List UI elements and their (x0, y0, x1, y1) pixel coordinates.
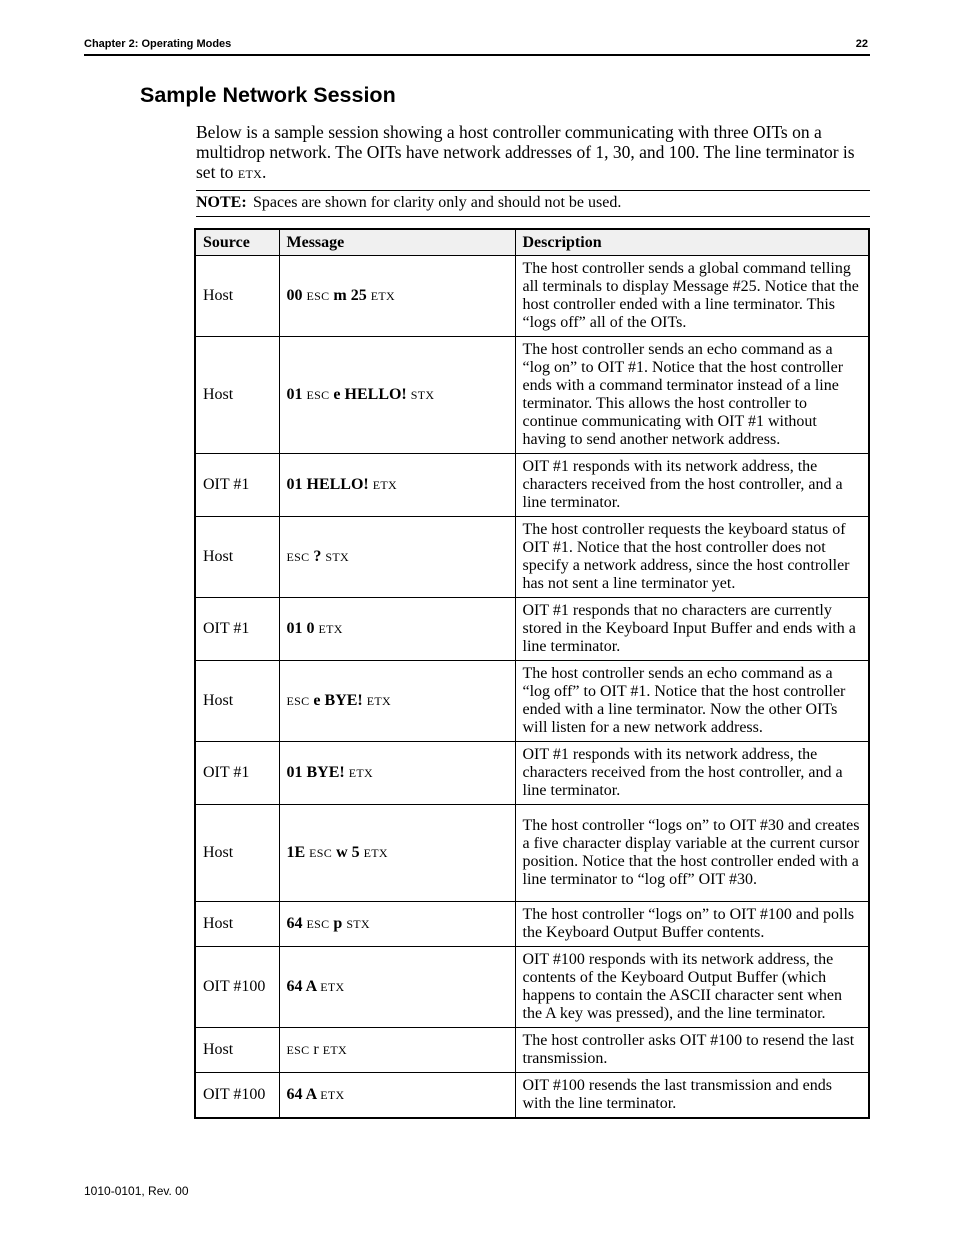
message-text: 64 A (286, 978, 321, 995)
source-cell: OIT #100 (195, 1073, 279, 1119)
message-cell (279, 517, 515, 598)
message-text: m 25 (329, 287, 371, 304)
page-header (84, 37, 870, 56)
control-code: ETX (370, 289, 395, 303)
control-code: ESC (306, 917, 330, 931)
message-cell (279, 805, 515, 902)
document-number: 1010-0101, Rev. 00 (84, 1184, 189, 1198)
control-code: ETX (320, 1088, 345, 1102)
table-row (195, 517, 869, 598)
control-code: ESC (286, 694, 310, 708)
section-title: Sample Network Session (140, 83, 396, 107)
control-code: ETX (363, 846, 388, 860)
table-row (195, 661, 869, 742)
message-cell (279, 902, 515, 947)
description-cell: The host controller requests the keyboard status of OIT #1. Notice that the host controller does not specify a network address, since the host controller has not sent a line terminator yet. (515, 517, 869, 598)
table-header-row (195, 229, 869, 256)
intro-paragraph (196, 122, 872, 184)
chapter-title: Chapter 2: Operating Modes (84, 38, 232, 50)
description-cell: OIT #1 responds with its network address, the characters received from the host controller, and a line terminator. (515, 742, 869, 805)
control-code: ETX (348, 766, 373, 780)
control-code: ETX (372, 478, 397, 492)
message-text: p (329, 915, 347, 932)
control-code: ETX (366, 694, 391, 708)
control-code: ETX (320, 980, 345, 994)
column-header-message: Message (279, 229, 515, 256)
intro-text: Below is a sample session showing a host controller communicating with three OITs on a multidrop network. The OITs have network addresses of 1, 30, and 100. The line terminator is set to (196, 122, 855, 182)
message-cell (279, 947, 515, 1028)
control-code: ESC (306, 388, 330, 402)
description-cell: The host controller “logs on” to OIT #30 and creates a five character display variable at the current cursor position. Notice that the host controller ended with a line terminator to “log off” OIT #30. (515, 805, 869, 902)
source-cell: Host (195, 805, 279, 902)
description-cell: The host controller sends an echo command as a “log off” to OIT #1. Notice that the host controller ended with a line terminator. Now the other OITs will listen for a new network address. (515, 661, 869, 742)
message-text: 00 (286, 287, 307, 304)
control-code: ESC (286, 550, 310, 564)
intro-end: . (262, 162, 267, 182)
message-text: 01 HELLO! (286, 476, 373, 493)
column-header-description: Description (515, 229, 869, 256)
column-header-source: Source (195, 229, 279, 256)
control-code: STX (346, 917, 370, 931)
control-code: STX (325, 550, 349, 564)
source-cell: OIT #100 (195, 947, 279, 1028)
source-cell: Host (195, 1028, 279, 1073)
source-cell: Host (195, 661, 279, 742)
message-cell (279, 454, 515, 517)
table-body (195, 256, 869, 1119)
message-text: r (309, 1041, 323, 1058)
source-cell: OIT #1 (195, 454, 279, 517)
message-cell (279, 661, 515, 742)
intro-terminator: ETX (237, 167, 263, 181)
source-cell: Host (195, 517, 279, 598)
table-row (195, 1073, 869, 1119)
message-cell (279, 742, 515, 805)
control-code: ETX (322, 1043, 347, 1057)
note-box (196, 190, 870, 217)
table-row (195, 337, 869, 454)
description-cell: The host controller asks OIT #100 to resend the last transmission. (515, 1028, 869, 1073)
description-cell: OIT #100 responds with its network address, the contents of the Keyboard Output Buffer (which happens to contain the ASCII character sent when the A key was pressed), and the line terminator. (515, 947, 869, 1028)
description-cell: OIT #100 resends the last transmission and ends with the line terminator. (515, 1073, 869, 1119)
note-text: Spaces are shown for clarity only and should not be used. (253, 194, 622, 211)
description-cell: OIT #1 responds with its network address, the characters received from the host controller, and a line terminator. (515, 454, 869, 517)
description-cell: The host controller sends a global command telling all terminals to display Message #25. Notice that the host controller ended with a line terminator. This “logs off” all of the OITs. (515, 256, 869, 337)
message-text: e HELLO! (329, 386, 411, 403)
table-row (195, 256, 869, 337)
table-row (195, 454, 869, 517)
note-label: NOTE: (196, 194, 247, 211)
message-cell (279, 1028, 515, 1073)
message-text: ? (309, 548, 326, 565)
description-cell: OIT #1 responds that no characters are currently stored in the Keyboard Input Buffer and ends with a line terminator. (515, 598, 869, 661)
source-cell: OIT #1 (195, 598, 279, 661)
table-row (195, 742, 869, 805)
source-cell: Host (195, 256, 279, 337)
description-cell: The host controller sends an echo command as a “log on” to OIT #1. Notice that the host controller ends with a command terminator instead of a line terminator. This allows the host controller to continue communicating with OIT #1 without having to send another network address. (515, 337, 869, 454)
message-cell (279, 598, 515, 661)
message-text: 01 BYE! (286, 764, 349, 781)
message-text: 01 0 (286, 620, 319, 637)
message-cell (279, 256, 515, 337)
message-text: 1E (286, 844, 310, 861)
table-row (195, 805, 869, 902)
table-row (195, 1028, 869, 1073)
message-text: 64 A (286, 1086, 321, 1103)
control-code: STX (410, 388, 435, 402)
session-table (194, 228, 870, 1119)
source-cell: OIT #1 (195, 742, 279, 805)
description-cell: The host controller “logs on” to OIT #100 and polls the Keyboard Output Buffer contents. (515, 902, 869, 947)
source-cell: Host (195, 902, 279, 947)
page-number: 22 (855, 38, 868, 50)
control-code: ESC (309, 846, 333, 860)
source-cell: Host (195, 337, 279, 454)
message-cell (279, 1073, 515, 1119)
message-cell (279, 337, 515, 454)
control-code: ETX (318, 622, 343, 636)
message-text: 64 (286, 915, 307, 932)
message-text: e BYE! (309, 692, 367, 709)
message-text: w 5 (332, 844, 364, 861)
control-code: ESC (286, 1043, 310, 1057)
table-row (195, 598, 869, 661)
control-code: ESC (306, 289, 330, 303)
table-row (195, 947, 869, 1028)
table-row (195, 902, 869, 947)
message-text: 01 (286, 386, 307, 403)
